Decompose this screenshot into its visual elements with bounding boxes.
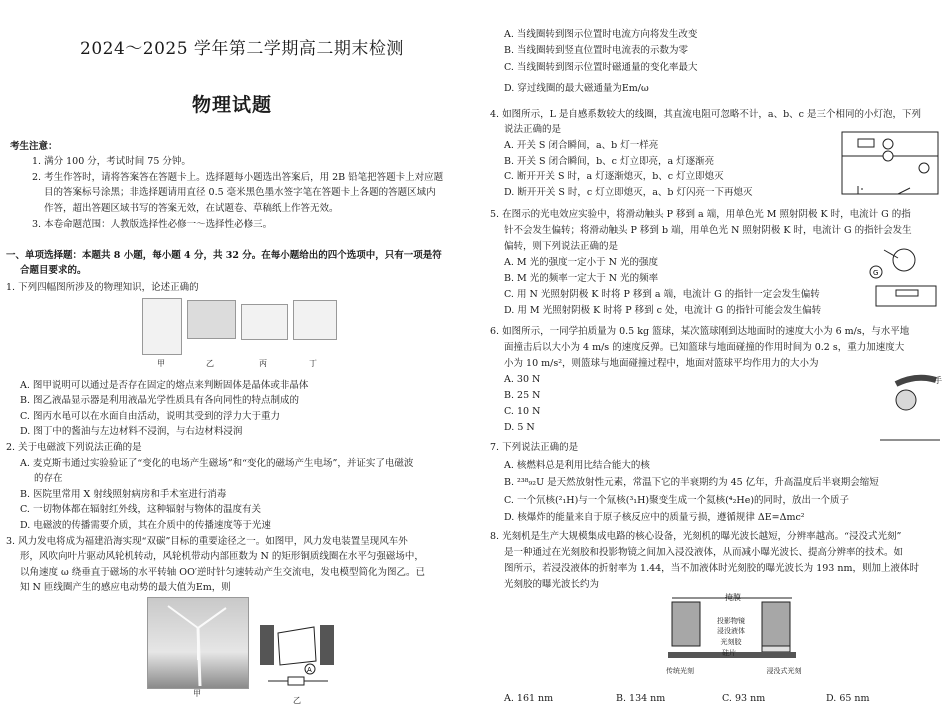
q8-stem: 光刻胶的曝光波长约为	[504, 579, 600, 590]
q8-stem: 图所示，若浸没液体的折射率为 1.44，当不加液体时光刻胶的曝光波长为 193 nm，则加上液体时	[504, 563, 919, 574]
q6-fig-label-hand: 手	[934, 376, 942, 385]
q6-option: B. 25 N	[504, 390, 541, 401]
q6-option: C. 10 N	[504, 406, 541, 417]
q4-option: A. 开关 S 闭合瞬间，a、b 灯一样亮	[504, 140, 659, 151]
q3-fig-jia-windmill	[147, 597, 249, 689]
q1-option: B. 图乙液晶显示器是利用液晶光学性质具有各向同性的特点制成的	[20, 395, 300, 406]
q3-stem: 形，风吹向叶片驱动风轮机转动，风轮机带动内部匝数为 N 的矩形铜质线圈在水平匀强磁场中，	[20, 551, 424, 562]
q3-stem: 知 N 匝线圈产生的感应电动势的最大值为Em，则	[20, 582, 231, 593]
q4-stem: 4. 如图所示，L 是自感系数较大的线圈，其直流电阻可忽略不计，a、b、c 是三个相同的小灯泡，下列	[490, 109, 921, 120]
q8-fig-label: 掩膜	[725, 593, 741, 602]
section-heading: 合题目要求的。	[20, 265, 87, 276]
svg-text:A: A	[307, 666, 312, 674]
q2-option: C. 一切物体都在辐射红外线，这种辐射与物体的温度有关	[20, 504, 261, 515]
q7-option: B. ²³⁸₉₂U 是天然放射性元素，常温下它的半衰期约为 45 亿年，升高温度后半衰期会缩短	[504, 477, 879, 488]
q8-option: B. 134 nm	[616, 693, 666, 704]
q3-option: B. 当线圈转到竖直位置时电流表的示数为零	[504, 45, 689, 56]
q3-stem: 3. 风力发电将成为福建沿海实现“双碳”目标的重要途径之一。如图甲，风力发电装置呈现风车外	[6, 536, 408, 547]
q3-fig-yi-generator	[258, 615, 338, 695]
q7-option: D. 核爆炸的能量来自于原子核反应中的质量亏损，遵循规律 ΔE=Δmc²	[504, 512, 805, 523]
q2-stem: 2. 关于电磁波下列说法正确的是	[6, 442, 142, 453]
q3-fig-label: 甲	[193, 689, 201, 698]
q1-option: D. 图丁中的酱油与左边材料不浸润，与右边材料浸润	[20, 426, 243, 437]
q4-option: D. 断开开关 S 时，c 灯立即熄灭，a、b 灯闪亮一下再熄灭	[504, 187, 753, 198]
q1-fig-ding	[293, 300, 337, 340]
q2-option: D. 电磁波的传播需要介质，其在介质中的传播速度等于光速	[20, 520, 271, 531]
q8-fig-label: 传统光刻	[666, 667, 694, 675]
q5-stem: 针不会发生偏转；将滑动触头 P 移到 b 端，用单色光 N 照射阴极 K 时，电流计 G 的指针会发生	[504, 225, 912, 236]
q8-option: A. 161 nm	[504, 693, 554, 704]
notice-item: 1. 满分 100 分，考试时间 75 分钟。	[32, 156, 191, 167]
q8-fig-label: 光刻胶	[720, 638, 742, 646]
q5-stem: 偏转，则下列说法正确的是	[504, 241, 619, 252]
q3-stem: 以角速度 ω 绕垂直于磁场的水平转轴 OO′逆时针匀速转动产生交流电，发电模型简化为图乙。已	[20, 567, 426, 578]
q3-option: C. 当线圈转到图示位置时磁通量的变化率最大	[504, 62, 698, 73]
q4-circuit-figure	[838, 128, 943, 200]
svg-text:G: G	[873, 269, 879, 277]
q7-option: A. 核燃料总是利用比结合能大的核	[504, 460, 650, 471]
q6-stem: 小为 10 m/s²，则篮球与地面碰撞过程中，地面对篮球平均作用力的大小为	[504, 358, 819, 369]
q6-stem: 面撞击后以大小为 4 m/s 的速度反弹。已知篮球与地面碰撞的作用时间为 0.2 s，重力加速度大	[504, 342, 905, 353]
q3-fig-label: 乙	[293, 696, 301, 705]
exam-header-title: 2024～2025 学年第二学期高二期末检测	[80, 39, 404, 59]
q6-option: A. 30 N	[504, 374, 541, 385]
notice-item: 作答，超出答题区域书写的答案无效，在试题卷、草稿纸上作答无效。	[44, 203, 339, 214]
notice-title: 考生注意：	[10, 141, 58, 152]
section-heading: 一、单项选择题：本题共 8 小题，每小题 4 分，共 32 分。在每小题给出的四个选项中，只有一项是符	[6, 250, 442, 261]
q3-option: A. 当线圈转到图示位置时电流方向将发生改变	[504, 29, 698, 40]
q1-fig-yi	[187, 300, 236, 339]
q5-option: B. M 光的频率一定大于 N 光的频率	[504, 273, 659, 284]
notice-item: 2. 考生作答时，请将答案答在答题卡上。选择题每小题选出答案后，用 2B 铅笔把答题卡上对应题	[32, 172, 444, 183]
q5-option: A. M 光的强度一定小于 N 光的强度	[504, 257, 658, 268]
q2-option: B. 医院里常用 X 射线照射病房和手术室进行消毒	[20, 489, 227, 500]
q6-stem: 6. 如图所示，一同学拍质量为 0.5 kg 篮球，某次篮球刚到达地面时的速度大小为 6 m/s，与水平地	[490, 326, 910, 337]
q1-option: A. 图甲说明可以通过是否存在固定的熔点来判断固体是晶体或非晶体	[20, 380, 309, 391]
q8-fig-label: 浸没式光刻	[766, 667, 802, 675]
q8-option: C. 93 nm	[722, 693, 766, 704]
q8-stem: 是一种通过在光刻胶和投影物镜之间加入浸没液体，从而减小曝光波长、提高分辨率的技术。如	[504, 547, 904, 558]
notice-item: 目的答案标号涂黑；非选择题请用直径 0.5 毫米黑色墨水签字笔在答题卡上各题的答题区域内	[44, 187, 436, 198]
q4-option: C. 断开开关 S 时，a 灯逐渐熄灭，b、c 灯立即熄灭	[504, 171, 724, 182]
q2-option: A. 麦克斯韦通过实验验证了“变化的电场产生磁场”和“变化的磁场产生电场”，并证实了电磁波	[20, 458, 414, 469]
q6-option: D. 5 N	[504, 422, 535, 433]
q4-stem: 说法正确的是	[504, 124, 562, 135]
q3-option: D. 穿过线圈的最大磁通量为Em/ω	[504, 83, 649, 94]
right-column	[476, 0, 950, 725]
q5-option: D. 用 M 光照射阴极 K 时将 P 移到 c 处，电流计 G 的指针可能会发生偏转	[504, 305, 822, 316]
q1-option: C. 图丙水黾可以在水面自由活动，说明其受到的浮力大于重力	[20, 411, 280, 422]
q1-fig-label: 丙	[259, 359, 267, 368]
notice-item: 3. 本卷命题范围：人教版选择性必修一～选择性必修三。	[32, 219, 273, 230]
subject-title: 物理试题	[192, 94, 273, 116]
q1-stem: 1. 下列四幅图所涉及的物理知识，论述正确的	[6, 282, 199, 293]
q1-fig-label: 甲	[157, 359, 165, 368]
q8-fig-label: 硅片	[722, 649, 736, 657]
q1-fig-label: 乙	[206, 359, 214, 368]
q7-option: C. 一个氘核(²₁H)与一个氚核(³₁H)聚变生成一个氦核(⁴₂He)的同时，放出一个质子	[504, 495, 850, 506]
q8-fig-label: 投影物镜	[717, 617, 745, 625]
q8-stem: 8. 光刻机是生产大规模集成电路的核心设备，光刻机的曝光波长越短，分辨率越高。“浸没式光刻”	[490, 531, 902, 542]
q8-fig-label: 浸没液体	[717, 627, 745, 635]
q5-option: C. 用 N 光照射阴极 K 时将 P 移到 a 端，电流计 G 的指针一定会发生偏转	[504, 289, 820, 300]
q5-photoelectric-figure	[868, 246, 944, 310]
q7-stem: 7. 下列说法正确的是	[490, 442, 579, 453]
q5-stem: 5. 在图示的光电效应实验中，将滑动触头 P 移到 a 端，用单色光 M 照射阴极 K 时，电流计 G 的指	[490, 209, 911, 220]
q1-fig-label: 丁	[309, 359, 317, 368]
q4-option: B. 开关 S 闭合瞬间，b、c 灯立即亮，a 灯逐渐亮	[504, 156, 715, 167]
q8-option: D. 65 nm	[826, 693, 870, 704]
q1-fig-bing	[241, 304, 288, 340]
q2-option: 的存在	[34, 473, 63, 484]
q1-fig-jia	[142, 298, 182, 355]
